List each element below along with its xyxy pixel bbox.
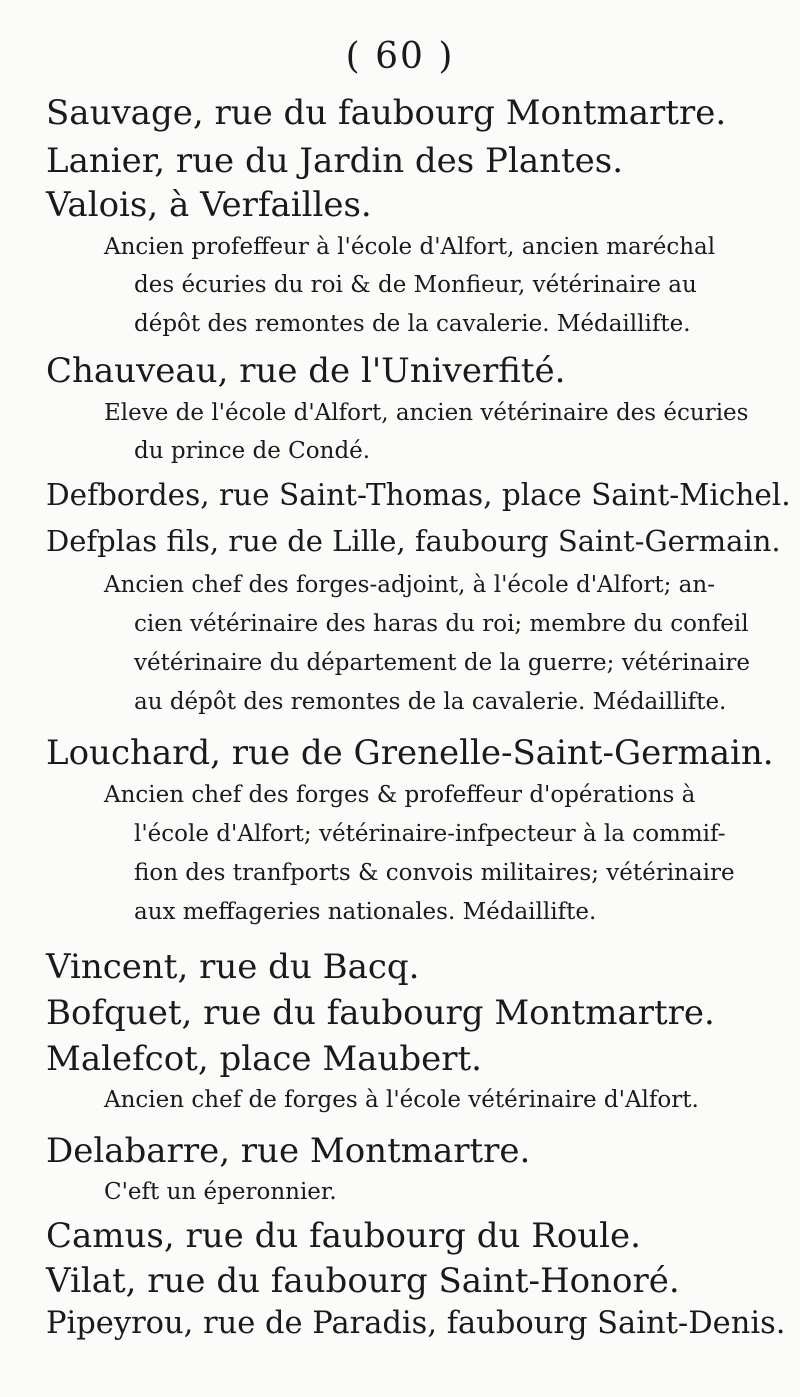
note-line: Ancien profeffeur à l'école d'Alfort, ancien maréchal xyxy=(104,234,716,260)
entry-line: Chauveau, rue de l'Univerfité. xyxy=(46,351,566,391)
note-continuation-line: aux meffageries nationales. Médaillifte. xyxy=(134,899,597,925)
entry-line: Valois, à Verfailles. xyxy=(46,185,372,225)
entry-line: Defbordes, rue Saint-Thomas, place Saint-Michel. xyxy=(46,478,791,512)
note-continuation-line: cien vétérinaire des haras du roi; membre du confeil xyxy=(134,611,749,637)
note-continuation-line: au dépôt des remontes de la cavalerie. Médaillifte. xyxy=(134,689,727,715)
page-number: ( 60 ) xyxy=(345,36,455,77)
note-continuation-line: vétérinaire du département de la guerre; vétérinaire xyxy=(134,650,750,676)
entry-line: Vincent, rue du Bacq. xyxy=(46,947,420,987)
note-line: Ancien chef des forges-adjoint, à l'école d'Alfort; an- xyxy=(104,572,715,598)
note-line: Ancien chef de forges à l'école vétérinaire d'Alfort. xyxy=(104,1087,699,1113)
note-line: Ancien chef des forges & profeffeur d'opérations à xyxy=(104,782,696,808)
entry-line: Camus, rue du faubourg du Roule. xyxy=(46,1216,641,1256)
note-continuation-line: l'école d'Alfort; vétérinaire-infpecteur à la commif- xyxy=(134,821,726,847)
entry-line: Malefcot, place Maubert. xyxy=(46,1039,482,1079)
entry-line: Bofquet, rue du faubourg Montmartre. xyxy=(46,993,715,1033)
note-line: Eleve de l'école d'Alfort, ancien vétérinaire des écuries xyxy=(104,400,749,426)
entry-line: Defplas fils, rue de Lille, faubourg Saint-Germain. xyxy=(46,524,781,558)
entry-line: Vilat, rue du faubourg Saint-Honoré. xyxy=(46,1261,680,1301)
note-continuation-line: dépôt des remontes de la cavalerie. Médaillifte. xyxy=(134,311,691,337)
note-continuation-line: des écuries du roi & de Monfieur, vétérinaire au xyxy=(134,272,697,298)
entry-line: Pipeyrou, rue de Paradis, faubourg Saint-Denis. xyxy=(46,1306,786,1341)
note-continuation-line: fion des tranfports & convois militaires; vétérinaire xyxy=(134,860,735,886)
entry-line: Sauvage, rue du faubourg Montmartre. xyxy=(46,93,727,133)
entry-line: Louchard, rue de Grenelle-Saint-Germain. xyxy=(46,733,774,773)
note-continuation-line: du prince de Condé. xyxy=(134,438,371,464)
note-line: C'eft un éperonnier. xyxy=(104,1179,337,1205)
entry-line: Delabarre, rue Montmartre. xyxy=(46,1131,531,1171)
entry-line: Lanier, rue du Jardin des Plantes. xyxy=(46,141,624,181)
